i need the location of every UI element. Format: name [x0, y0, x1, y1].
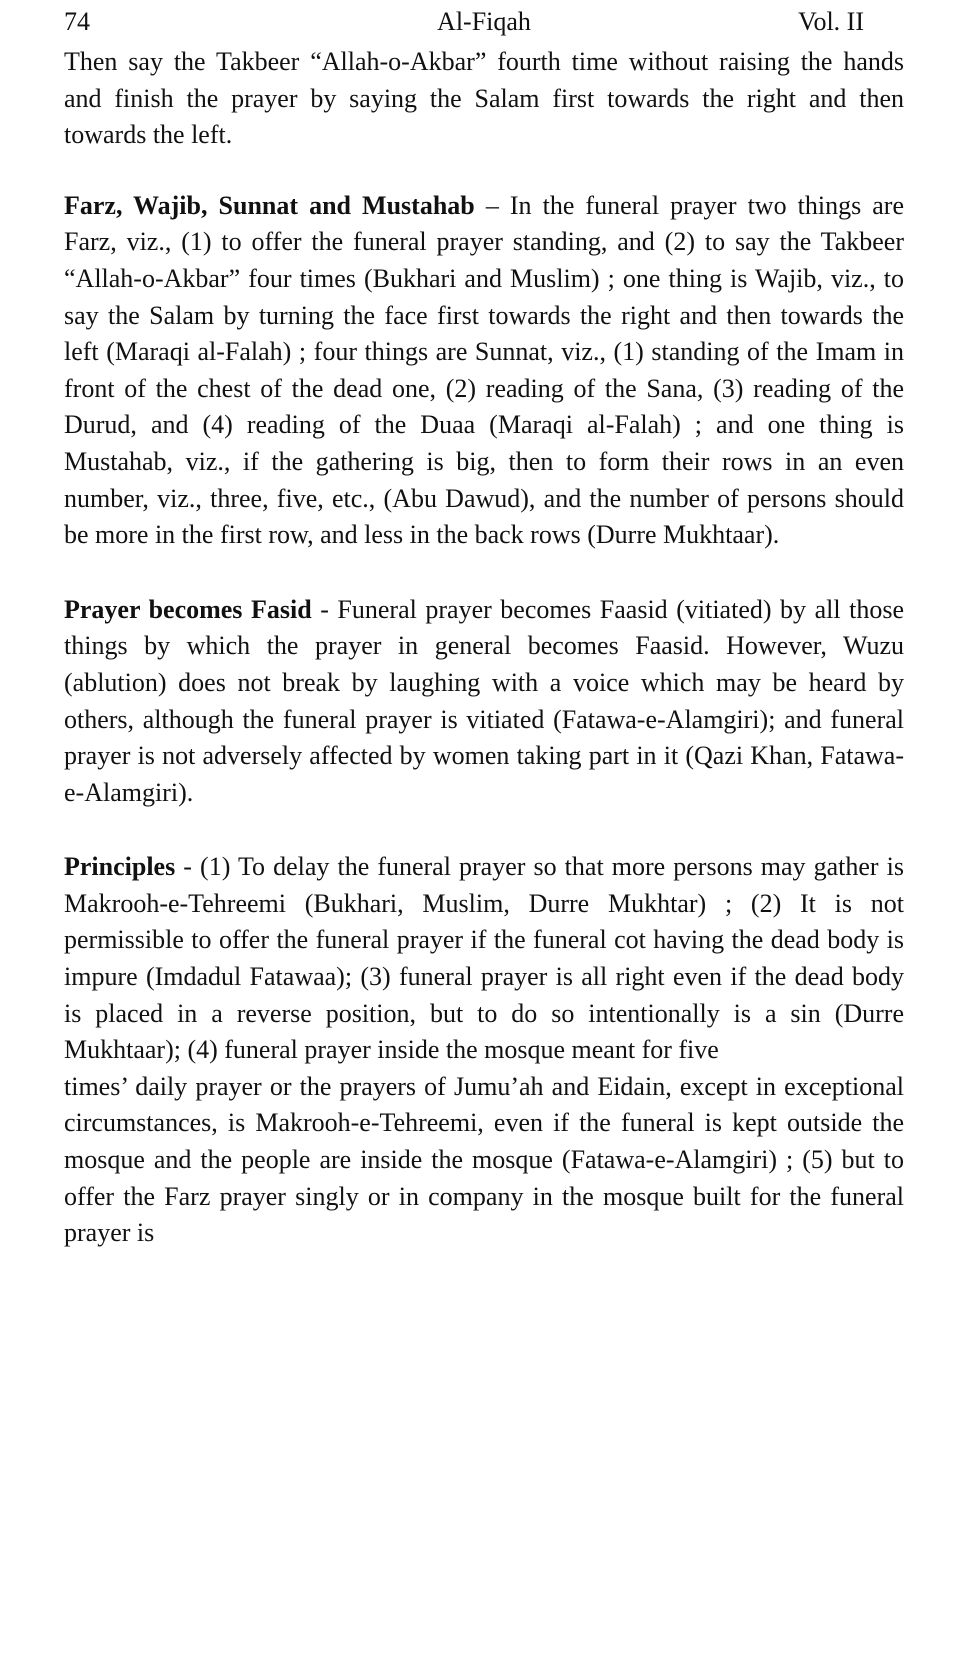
page-number: 74	[64, 7, 90, 36]
body-text	[64, 44, 904, 1252]
paragraph-text: Funeral prayer becomes Faasid (vitiated) by all those things by which the prayer in general becomes Faasid. However, Wuzu (ablution) does not break by laughing with a voice which may be heard by others, although the funeral prayer is vitiated (Fatawa-e-Alamgiri); and funeral prayer is not adversely affected by women taking part in it (Qazi Khan, Fatawa-e-Alamgiri).	[64, 594, 904, 807]
paragraph-principles	[64, 849, 904, 1069]
heading-separator: –	[474, 190, 510, 220]
paragraph-gap	[64, 811, 904, 849]
paragraph-gap	[64, 554, 904, 592]
running-header	[64, 0, 904, 44]
paragraph-principles-continued	[64, 1069, 904, 1252]
paragraph-gap	[64, 154, 904, 188]
heading-separator: -	[175, 852, 201, 882]
paragraph-takbeer-conclusion	[64, 44, 904, 154]
paragraph-prayer-fasid	[64, 592, 904, 812]
paragraph-text: (1) To delay the funeral prayer so that more persons may gather is Makrooh-e-Tehreemi (Bukhari, Muslim, Durre Mukhtar) ; (2) It is not permissible to offer the funeral prayer if the funeral cot having the dead body is impure (Imdadul Fatawaa); (3) funeral prayer is all right even if the dead body is placed in a reverse position, but to do so intentionally is a sin (Durre Mukhtaar); (4) funeral prayer inside the mosque meant for five	[64, 852, 904, 1065]
volume-label: Vol. II	[798, 7, 864, 36]
paragraph-farz-wajib	[64, 188, 904, 554]
heading-separator: -	[311, 594, 338, 624]
document-page	[64, 0, 904, 1660]
section-heading-prayer-fasid: Prayer becomes Fasid	[64, 594, 312, 624]
section-heading-farz-wajib: Farz, Wajib, Sunnat and Mustahab	[64, 190, 475, 220]
section-heading-principles: Principles	[64, 852, 176, 882]
paragraph-text: times’ daily prayer or the prayers of Jumu’ah and Eidain, except in exceptional circumstances, is Makrooh-e-Tehreemi, even if the funeral is kept outside the mosque and the people are inside the mosque (Fatawa-e-Alamgiri) ; (5) but to offer the Farz prayer singly or in company in the mosque built for the funeral prayer is	[64, 1071, 904, 1248]
book-title: Al-Fiqah	[437, 7, 531, 36]
paragraph-text: Then say the Takbeer “Allah-o-Akbar” fourth time without raising the hands and finish the prayer by saying the Salam first towards the right and then towards the left.	[64, 47, 904, 150]
paragraph-text: In the funeral prayer two things are Farz, viz., (1) to offer the funeral prayer standing, and (2) to say the Takbeer “Allah-o-Akbar” four times (Bukhari and Muslim) ; one thing is Wajib, viz., to say the Salam by turning the face first towards the right and then towards the left (Maraqi al-Falah) ; four things are Sunnat, viz., (1) standing of the Imam in front of the chest of the dead one, (2) reading of the Sana, (3) reading of the Durud, and (4) reading of the Duaa (Maraqi al-Falah) ; and one thing is Mustahab, viz., if the gathering is big, then to form their rows in an even number, viz., three, five, etc., (Abu Dawud), and the number of persons should be more in the first row, and less in the back rows (Durre Mukhtaar).	[64, 190, 905, 550]
